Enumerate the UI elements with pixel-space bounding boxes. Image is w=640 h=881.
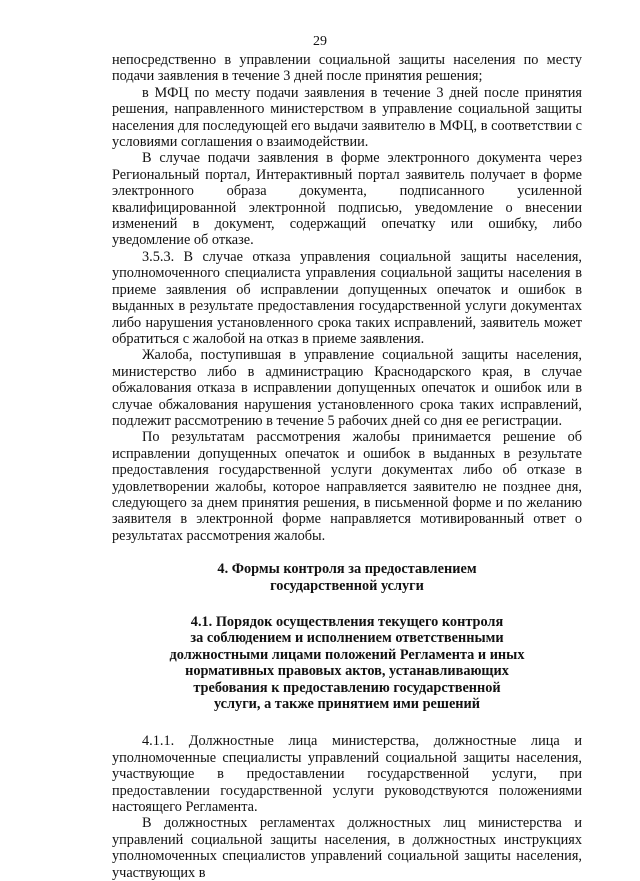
paragraph-electronic-submission: В случае подачи заявления в форме электронного документа через Региональный портал, Интерактивный портал заявитель получает в форме электронного образа документа, подписанного усиленной квалифицированной электронной подписью, уведомление о внесении изменений в документ, содержащий опечатку или ошибку, либо уведомление об отказе.	[112, 150, 582, 249]
section-4-1-heading-line: услуги, а также принятием ими решений	[213, 696, 481, 713]
paragraph-delivery-mfc: в МФЦ по месту подачи заявления в течение 3 дней после принятия решения, направленного министерством в управление социальной защиты населения для последующей его выдачи заявителю в МФЦ, в соответствии с условиями соглашения о взаимодействии.	[112, 84, 582, 151]
paragraph-4-1-1: 4.1.1. Должностные лица министерства, должностные лица и уполномоченные специалисты управлений социальной защиты населения, участвующие в предоставлении государственной услуги, при предоставлении государственной услуги руководствуются положениями настоящего Регламента.	[112, 733, 582, 816]
section-4-heading-line: 4. Формы контроля за предоставлением	[217, 561, 477, 578]
section-4-heading-line: государственной услуги	[270, 577, 424, 594]
section-4-1-heading	[112, 614, 582, 712]
document-body	[112, 52, 582, 881]
section-4-1-heading-line: 4.1. Порядок осуществления текущего контроля	[190, 614, 504, 630]
paragraph-3-5-3: 3.5.3. В случае отказа управления социальной защиты населения, уполномоченного специалиста управления социальной защиты населения в приеме заявления об исправлении допущенных опечаток и ошибок в выданных в результате предоставления государственной услуги документах либо нарушения установленного срока таких исправлений, заявитель может обратиться с жалобой на отказ в приеме заявления.	[112, 248, 582, 347]
section-4-1-heading-line: должностными лицами положений Регламента и иных	[169, 646, 525, 663]
section-4-1-heading-line: требования к предоставлению государственной	[193, 679, 501, 696]
section-4-heading	[112, 561, 582, 594]
section-4-1-heading-line: нормативных правовых актов, устанавливающих	[185, 663, 509, 680]
section-4-1-heading-line: за соблюдением и исполнением ответственными	[190, 630, 504, 647]
page-number: 29	[313, 34, 327, 49]
paragraph-complaint-result: По результатам рассмотрения жалобы принимается решение об исправлении допущенных опечаток и ошибок в выданных в результате предоставления государственной услуги документах либо об отказе в удовлетворении жалобы, которое направляется заявителю не позднее дня, следующего за днем принятия решения, в письменной форме и по желанию заявителя в электронной форме направляется мотивированный ответ о результатах рассмотрения жалобы.	[112, 429, 582, 544]
paragraph-complaint: Жалоба, поступившая в управление социальной защиты населения, министерство либо в администрацию Краснодарского края, в случае обжалования отказа в исправлении допущенных опечаток и ошибок или в случае обжалования нарушения установленного срока таких исправлений, подлежит рассмотрению в течение 5 рабочих дней со дня ее регистрации.	[112, 347, 582, 429]
paragraph-job-regulations: В должностных регламентах должностных лиц министерства и управлений социальной защиты населения, в должностных инструкциях уполномоченных специалистов управлений социальной защиты населения, участвующих в	[112, 815, 582, 881]
paragraph-delivery-direct: непосредственно в управлении социальной защиты населения по месту подачи заявления в течение 3 дней после принятия решения;	[112, 52, 582, 85]
